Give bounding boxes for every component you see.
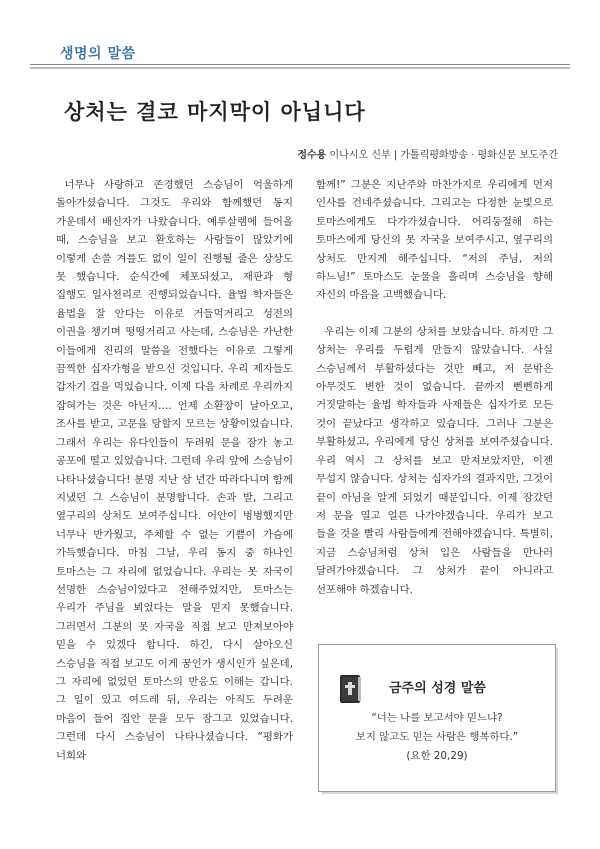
verse-box <box>318 644 556 792</box>
verse-reference: (요한 20,29) <box>406 750 468 762</box>
article-title: 상처는 결코 마지막이 아닙니다 <box>64 99 366 124</box>
byline <box>297 146 558 161</box>
section-label: 생명의 말씀 <box>60 46 136 62</box>
header-rule-secondary <box>30 67 570 69</box>
paragraph: 함께!” 그분은 지난주와 마찬가지로 우리에게 먼저 인사를 건네주셨습니다. 그리고는 다정한 눈빛으로 토마스에게도 다가가셨습니다. 어리둥절해 하는 토마스에게 당신의 못 자국을 보여주시고, 옆구리의 상처도 만지게 해주십니다. “저의 주님, 저의 하느님!” 토마스도 눈물을 흘리며 스승님을 향해 자신의 마음을 고백했습니다. <box>316 179 553 302</box>
paragraph: 너무나 사랑하고 존경했던 스승님이 억울하게 돌아가셨습니다. 그것도 우리와 함께했던 동지 가운데서 배신자가 나왔습니다. 예루살렘에 들어올 때, 스승님을 보고 환호하는 사람들이 많았기에 이렇게 손쓸 겨를도 없이 일이 진행될 줄은 상상도 못 했습니다. 순식간에 체포되셨고, 재판과 형 집행도 일사천리로 진행되었습니다. 율법 학자들은 율법을 잘 안다는 이유로 거들먹거리고 성전의 이권을 챙기며 떵떵거리고 사는데, 스승님은 가난한 이들에게 진리의 말씀을 전했다는 이유로 그렇게 끔찍한 십자가형을 받으신 것입니다. 우리 제자들도 갑자기 겁을 먹었습니다. 이제 다음 차례로 우리까지 잡혀가는 것은 아닌지…. 언제 소환장이 날아오고, 조사를 받고, 고문을 당할지 모르는 상황이었습니다. 그래서 우리는 유다인들이 두려워 문을 잠가 놓고 공포에 떨고 있었습니다. 그런데 우리 앞에 스승님이 나타나셨습니다! 분명 지난 삼 년간 따라다니며 함께 지냈던 그 스승님이 분명합니다. 손과 발, 그리고 옆구리의 상처도 보여주십니다. 어안이 벙벙했지만 너무나 반가웠고, 주체할 수 없는 기쁨이 가슴에 가득했습니다. 마침 그날, 우리 동지 중 하나인 토마스는 그 자리에 없었습니다. 우리는 못 자국이 선명한 스승님이었다고 전해주었지만, 토마스는 우리가 주님을 뵈었다는 말을 믿지 못했습니다. 그러면서 그분의 못 자국을 직접 보고 만져보아야 믿을 수 있겠다 합니다. 하긴, 다시 살아오신 스승님을 직접 보고도 이게 꿈인가 생시인가 싶은데, 그 자리에 없었던 토마스의 반응도 이해는 갑니다. 그 일이 있고 여드레 뒤, 우리는 아직도 두려운 마음이 들어 집안 문을 모두 잠그고 있었습니다. 그런데 다시 스승님이 나타나셨습니다. “평화가 너희와 <box>56 179 293 762</box>
bible-icon <box>337 673 363 705</box>
paragraph: 우리는 이제 그분의 상처를 보았습니다. 하지만 그 상처는 우리를 두렵게 만들지 않았습니다. 사실 스승님께서 부활하셨다는 것만 빼고, 저 문밖은 아무것도 변한 것이 없습니다. 끝까지 뻔뻔하게 거짓말하는 율법 학자들과 사제들은 십자가로 모든 것이 끝났다고 생각하고 있습니다. 그러나 그분은 부활하셨고, 우리에게 당신 상처를 보여주셨습니다. 우리 역시 그 상처를 보고 만져보았지만, 이젠 무섭지 않습니다. 상처는 십자가의 결과지만, 그것이 끝이 아님을 알게 되었기 때문입니다. 이제 잠갔던 저 문을 열고 얼른 나가야겠습니다. 우리가 보고 들을 것을 빨리 사람들에게 전해야겠습니다. 특별히, 지금 스승님처럼 상처 입은 사람들을 만나러 달려가야겠습니다. 그 상처가 끝이 아니라고 선포해야 하겠습니다. <box>316 325 553 596</box>
author-affiliation: 이나시오 신부 | 가톨릭평화방송 · 평화신문 보도주간 <box>326 150 558 161</box>
verse-title: 금주의 성경 말씀 <box>389 681 486 696</box>
left-column <box>56 176 293 765</box>
right-column <box>316 176 553 599</box>
verse-line: “너는 나를 보고서야 믿느냐? <box>371 712 503 724</box>
verse-text <box>319 709 555 766</box>
author-name: 정수용 <box>297 150 327 161</box>
verse-line: 보지 않고도 믿는 사람은 행복하다.” <box>355 731 519 743</box>
header-rule <box>30 64 570 65</box>
